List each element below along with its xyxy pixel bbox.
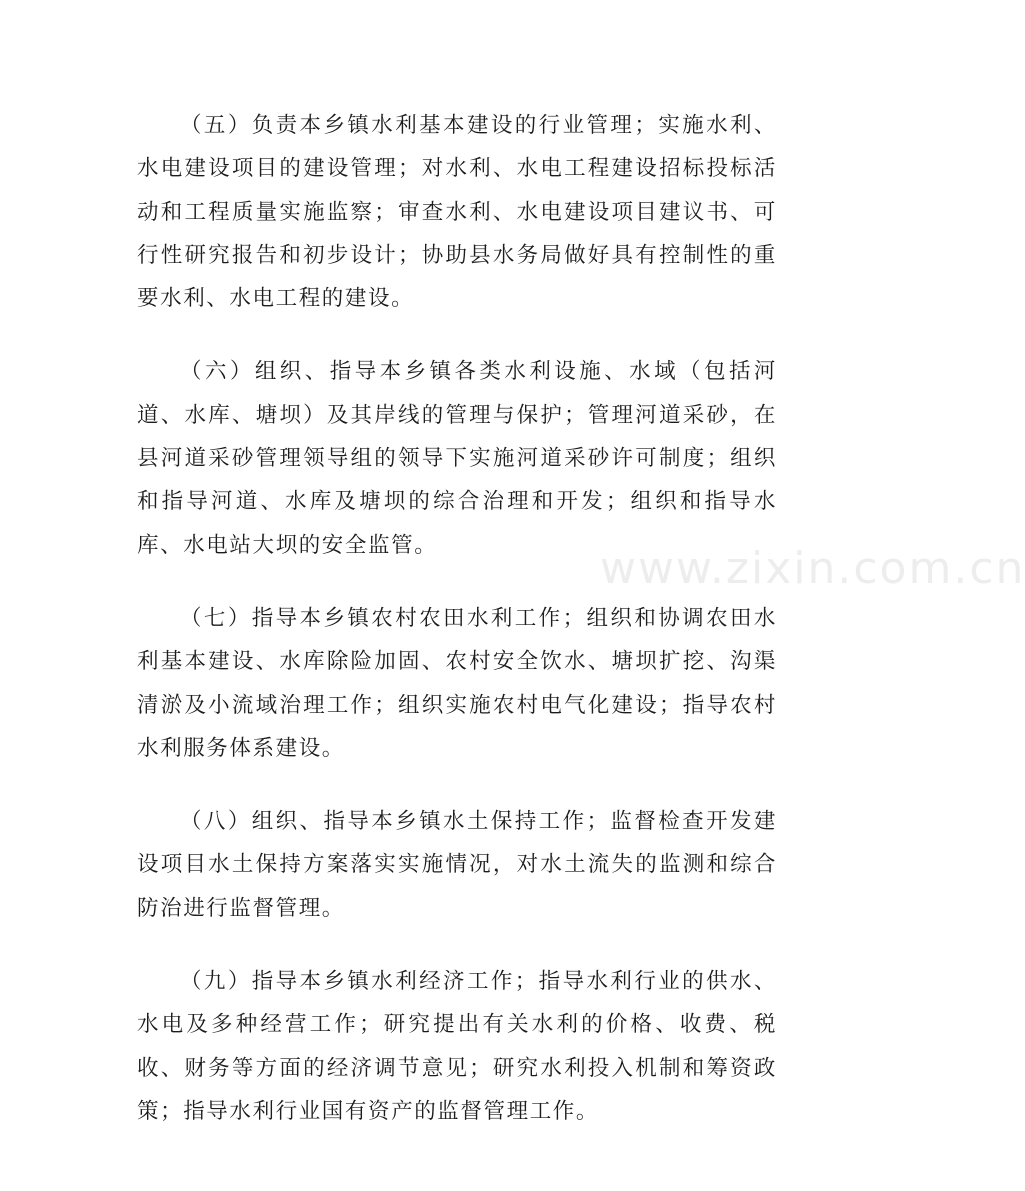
paragraph-5: （五）负责本乡镇水利基本建设的行业管理；实施水利、水电建设项目的建设管理；对水利、水电工程建设招标投标活动和工程质量实施监察；审查水利、水电建设项目建议书、可行性研究报告和初步设计；协助县水务局做好具有控制性的重要水利、水电工程的建设。 <box>137 113 777 312</box>
document-body <box>137 104 777 1163</box>
paragraph-9: （九）指导本乡镇水利经济工作；指导水利行业的供水、水电及多种经营工作；研究提出有关水利的价格、收费、税收、财务等方面的经济调节意见；研究水利投入机制和筹资政策；指导水利行业国有资产的监督管理工作。 <box>137 969 777 1124</box>
paragraph-7: （七）指导本乡镇农村农田水利工作；组织和协调农田水利基本建设、水库除险加固、农村安全饮水、塘坝扩挖、沟渠清淤及小流域治理工作；组织实施农村电气化建设；指导农村水利服务体系建设。 <box>137 605 777 761</box>
paragraph-6: （六）组织、指导本乡镇各类水利设施、水域（包括河道、水库、塘坝）及其岸线的管理与保护；管理河道采砂，在县河道采砂管理领导组的领导下实施河道采砂许可制度；组织和指导河道、水库及塘坝的综合治理和开发；组织和指导水库、水电站大坝的安全监管。 <box>137 359 777 558</box>
paragraph-8: （八）组织、指导本乡镇水土保持工作；监督检查开发建设项目水土保持方案落实实施情况，对水土流失的监测和综合防治进行监督管理。 <box>137 809 777 921</box>
watermark: www.zixin.com.cn <box>600 543 1025 594</box>
